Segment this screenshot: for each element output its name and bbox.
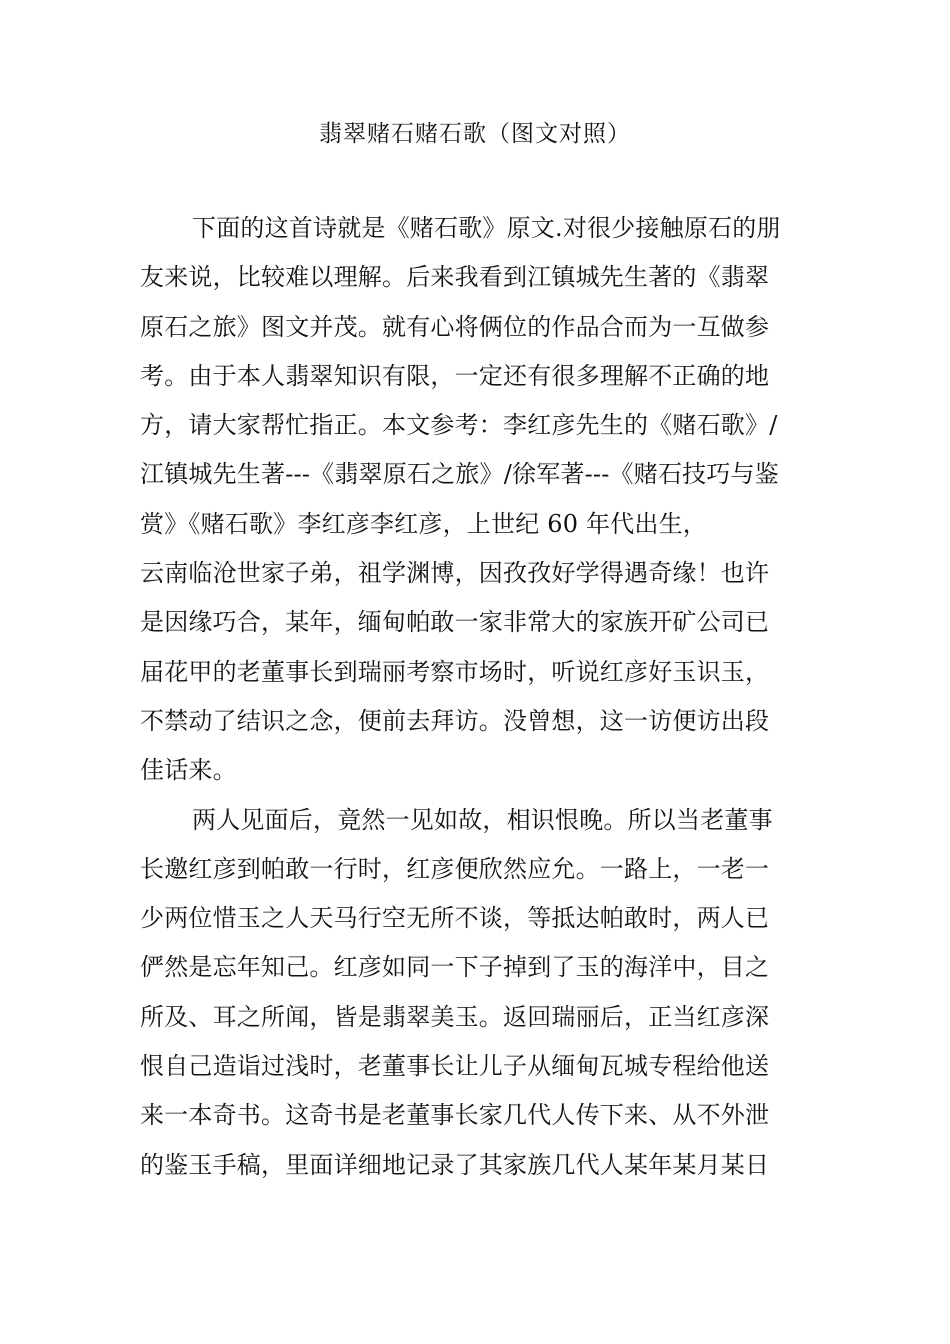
- text-line: 恨自己造诣过浅时，老董事长让儿子从缅甸瓦城专程给他送: [140, 1052, 770, 1081]
- text-line: 俨然是忘年知己。红彦如同一下子掉到了玉的海洋中，目之: [140, 953, 770, 982]
- text-line: 云南临沧世家子弟，祖学渊博，因孜孜好学得遇奇缘！也许: [140, 559, 770, 588]
- text-line: 友来说，比较难以理解。后来我看到江镇城先生著的《翡翠: [140, 263, 770, 292]
- text-line: 长邀红彦到帕敢一行时，红彦便欣然应允。一路上，一老一: [140, 854, 770, 883]
- text-line: 所及、耳之所闻，皆是翡翠美玉。返回瑞丽后，正当红彦深: [140, 1002, 770, 1031]
- text-line: 下面的这首诗就是《赌石歌》原文.对很少接触原石的朋: [192, 214, 781, 242]
- text-line: 方，请大家帮忙指正。本文参考：李红彦先生的《赌石歌》/: [140, 411, 778, 440]
- document-title: 翡翠赌石赌石歌（图文对照）: [319, 121, 631, 147]
- text-line: 不禁动了结识之念，便前去拜访。没曾想，这一访便访出段: [140, 706, 770, 735]
- text-line: 少两位惜玉之人天马行空无所不谈，等抵达帕敢时，两人已: [140, 904, 770, 933]
- text-line: 佳话来。: [140, 756, 237, 785]
- text-line: 考。由于本人翡翠知识有限，一定还有很多理解不正确的地: [140, 361, 770, 390]
- text-line: 来一本奇书。这奇书是老董事长家几代人传下来、从不外泄: [140, 1101, 770, 1130]
- text-line: 的鉴玉手稿，里面详细地记录了其家族几代人某年某月某日: [140, 1150, 770, 1179]
- document-body: [140, 204, 830, 1190]
- text-line: 是因缘巧合，某年，缅甸帕敢一家非常大的家族开矿公司已: [140, 608, 770, 637]
- text-line: 江镇城先生著---《翡翠原石之旅》/徐军著---《赌石技巧与鉴: [140, 460, 779, 489]
- text-line: 届花甲的老董事长到瑞丽考察市场时，听说红彦好玉识玉，: [140, 657, 770, 686]
- text-line: 原石之旅》图文并茂。就有心将俩位的作品合而为一互做参: [140, 312, 770, 341]
- text-line: 两人见面后，竟然一见如故，相识恨晚。所以当老董事: [192, 805, 773, 834]
- text-line: 赏》《赌石歌》李红彦李红彦，上世纪 60 年代出生，: [140, 509, 707, 538]
